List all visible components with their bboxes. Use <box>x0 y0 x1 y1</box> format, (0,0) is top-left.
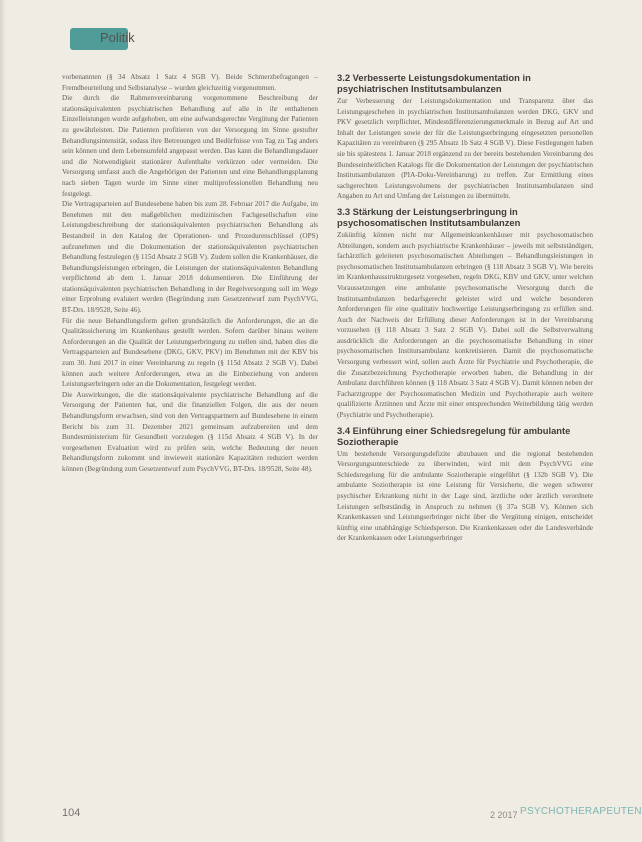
paragraph: Die Auswirkungen, die die stationsäquivalente psychiatrische Behandlung auf die Versorgung der Patienten hat, und die finanziellen Folgen, die aus der neuen Behandlungsform erwachsen, sind von den Vertragspartnern auf Bundesebene in einem Bericht bis zum 31. Dezember 2021 gemeinsam aufzubereiten und dem Bundesministerium für Gesundheit vorzulegen (§ 115d Absatz 4 SGB V). In der vorgesehenen Evaluation wird zu prüfen sein, welche Bedeutung der neuen Behandlungsform zukommt und inwieweit stationäre Kapazitäten reduziert werden können (Begründung zum Gesetzentwurf zum PsychVVG, BT-Drs. 18/9528, Seite 48). <box>62 390 318 473</box>
section-label: Politik <box>100 30 135 45</box>
issue-label: 2 2017 <box>490 810 518 820</box>
section-heading: 3.3 Stärkung der Leistungserbringung in psychosomatischen Institutsambulanzen <box>337 205 521 228</box>
paragraph: Die durch die Rahmenvereinbarung vorgenommene Beschreibung der stationsäquivalenten psychiatrischen Behandlung auf alle in ihr enthaltenen Einzelleistungen wurde aufgehoben, um eine aufwandsgerechte Vergütung der Patienten zu gewährleisten. Die Patienten profitieren von der Versorgung im Sinne gestufter Behandlungsintensität, sodass ihre Betreuungen und Bedürfnisse von Tag zu Tag anders sein können und dem Lebensumfeld angepasst werden. Das kann die Behandlungsdauer und die Notwendigkeit stationärer Aufenthalte verkürzen oder vermeiden. Die Versorgung umfasst auch die Angehörigen der Patienten und eine Behandlungsplanung nach sieben Tagen wurde im Sinne einer multiprofessionellen Behandlung neu festgelegt. <box>62 94 318 198</box>
paragraph: Für die neue Behandlungsform gelten grundsätzlich die Anforderungen, die an die Qualitätssicherung im Krankenhaus gestellt werden. Sofern darüber hinaus weitere Anforderungen an die Qualität der Leistungserbringung zu stellen sind, haben dies die Vertragsparteien auf Bundesebene (DKG, GKV, PKV) im Benehmen mit der KBV bis zum 30. Juni 2017 in einer Vereinbarung zu regeln (§ 115d Absatz 2 SGB V). Dabei können auch weitere Anforderungen, etwa an die Einbeziehung von anderen Leistungserbringern oder an die Dokumentation, festgelegt werden. <box>62 316 318 389</box>
page-fold-shadow <box>0 0 6 842</box>
publication-logo: PSYCHOTHERAPEUTEN <box>520 806 642 817</box>
paragraph: Die Vertragsparteien auf Bundesebene haben bis zum 28. Februar 2017 die Aufgabe, im Benehmen mit den maßgeblichen medizinischen Fachgesellschaften eine Leistungsbeschreibung der stationsäquivalenten psychiatrischen Behandlung als Bestandteil in den Katalog der Operationen- und Prozedurenschlüssel (OPS) aufzunehmen und die Dokumentation der stationsäquivalenten psychiatrischen Behandlung festzulegen (§ 115d Absatz 2 SGB V). Zudem sollen die Krankenhäuser, die Behandlungsleistungen erbringen, die Leistungen der stationsäquivalenten Behandlung verpflichtend ab dem 1. Januar 2018 dokumentieren. Die Einführung der stationsäquivalenten psychiatrischen Behandlung in der Regelversorgung soll im Wege einer Erprobung evaluiert werden (Begründung zum Gesetzentwurf zum PsychVVG, BT-Drs. 18/9528, Seite 46). <box>62 200 318 315</box>
section-heading: 3.4 Einführung einer Schiedsregelung für ambulante Soziotherapie <box>337 424 571 447</box>
section-heading: 3.2 Verbesserte Leistungsdokumentation in psychiatrischen Institutsambulanzen <box>337 72 531 94</box>
paragraph: vorbenannten (§ 34 Absatz 1 Satz 4 SGB V). Beide Schmerzbefragungen – Fremdbeurteilung und Selbstanalyse – wurden gleichzeitig vorgenommen. <box>62 73 318 92</box>
right-column <box>337 72 593 544</box>
paragraph: Um bestehende Versorgungsdefizite abzubauen und die regional bestehenden Versorgungsunterschiede zu überwinden, wird mit dem PsychVVG eine Schiedsregelung für die ambulante Soziotherapie eingeführt (§ 132b SGB V). Die ambulante Soziotherapie ist eine Leistung für Versicherte, die wegen schwerer psychischer Erkrankung nicht in der Lage sind, ärztliche oder ärztlich verordnete Leistungen selbstständig in Anspruch zu nehmen (§ 37a SGB V). Können sich Krankenkassen und Leistungserbringer nicht über die Vergütung einigen, entscheidet künftig eine unabhängige Schiedsperson. Die Krankenkassen oder die Landesverbände der Krankenkassen oder Leistungserbringer <box>337 449 593 543</box>
paragraph: Zukünftig können nicht nur Allgemeinkrankenhäuser mit psychosomatischen Abteilungen, sondern auch psychiatrische Krankenhäuser – jeweils mit selbstständigen, fachärztlich geleiteten psychosomatischen Abteilungen – Behandlungsleistungen in psychosomatischen Institutsambulanzen erbringen (§ 118 Absatz 3 SGB V). Wie bereits im Krankenhausstrukturgesetz vorgesehen, regeln DKG, KBV und GKV, unter welchen Voraussetzungen eine ambulante psychosomatische Versorgung durch die Institutsambulanzen bedarfsgerecht geleistet wird und welche besonderen Anforderungen für eine qualitativ hochwertige Leistungserbringung zu erfüllen sind. Auch der Nachweis der Erfüllung dieser Anforderungen ist in der Vereinbarung vorzusehen (§ 118 Absatz 3 Satz 2 SGB V). Dabei soll die Selbstverwaltung ausdrücklich die Anforderungen an die psychosomatische Behandlung in einer psychosomatischen Institutsambulanz konkretisieren. Damit die psychosomatische Versorgung verbessert wird, sollen auch Ärzte für Psychiatrie und Psychotherapie, die die Zusatzbezeichnung Psychotherapie erworben haben, die Behandlung in der Ambulanz durchführen können (§ 118 Absatz 3 Satz 4 SGB V). Damit können neben der Facharztgruppe der Psychosomatischen Medizin und Psychotherapie auch weitere qualifizierte Ärztinnen und Ärzte mit einer entsprechenden Weiterbildung tätig werden (Psychiatrie und Psychotherapie). <box>337 230 593 420</box>
page-number: 104 <box>62 807 81 819</box>
paragraph: Zur Verbesserung der Leistungsdokumentation und Transparenz über das Leistungsgeschehen in psychiatrischen Institutsambulanzen werden DKG, GKV und PKV gesetzlich verpflichtet, Mindestdifferenzierungsmerkmale in Bezug auf Art und Inhalt der Leistungen sowie der für die Leistungserbringung eingesetzten personellen Kapazitäten zu vereinbaren (§ 295 Absatz 1b Satz 4 SGB V). Diese Festlegungen haben sie bis spätestens 1. Januar 2018 ergänzend zu der bereits bestehenden Vereinbarung des Bundeseinheitlichen Katalogs für die Dokumentation der Leistungen der psychiatrischen Institutsambulanzen (PIA-Doku-Vereinbarung) zu treffen. Zur Ermittlung eines sachgerechten Leistungsvolumens der psychiatrischen Institutsambulanzen sind Angaben zu Art und Umfang der Leistungen zu übermitteln. <box>337 97 593 201</box>
left-column <box>62 72 318 475</box>
